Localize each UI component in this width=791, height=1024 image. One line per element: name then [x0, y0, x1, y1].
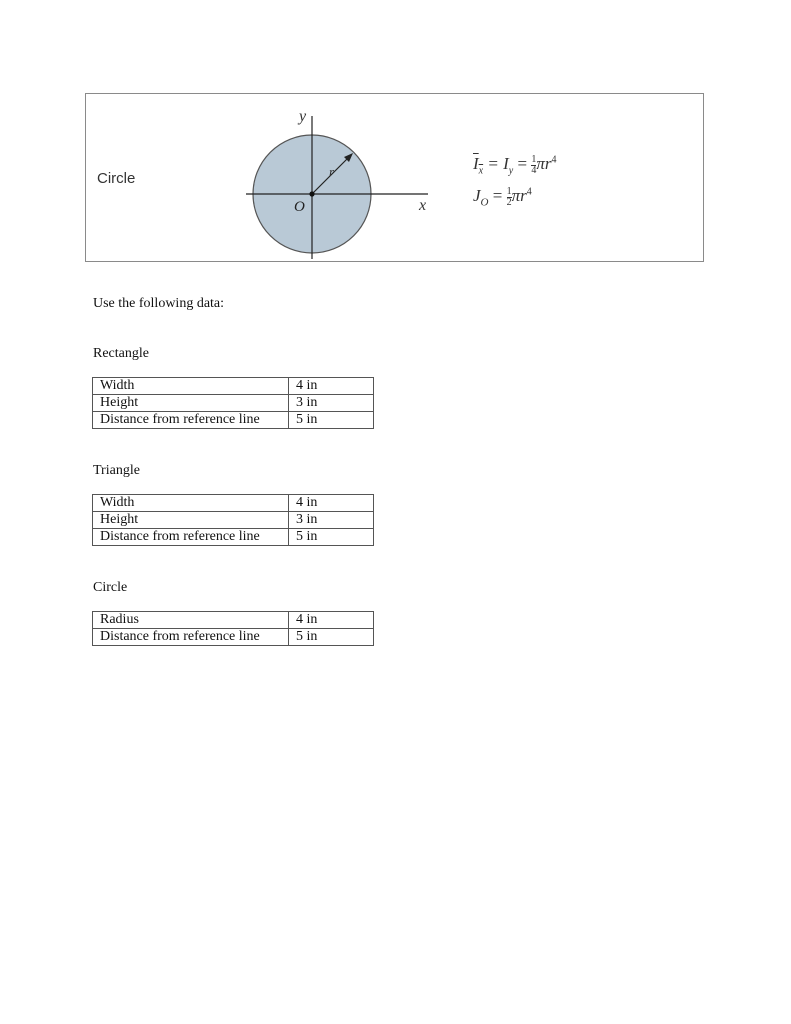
row-value: 5 in [289, 412, 374, 429]
y-axis-label: y [299, 108, 307, 125]
rectangle-title: Rectangle [93, 346, 149, 361]
moment-of-inertia-formula: $I_x = I_y$ = $\frac{1}{4}$ $\pi r^4$ [473, 153, 557, 177]
table-row [93, 529, 374, 546]
origin-dot [309, 191, 314, 196]
table-row [93, 395, 374, 412]
row-value: 5 in [289, 629, 374, 646]
rectangle-table [92, 377, 374, 429]
row-label: Height [93, 512, 289, 529]
polar-moment-formula: $J_O$ = $\frac{1}{2}$ $\pi r^4$ [473, 185, 532, 209]
x-axis-label: x [419, 197, 427, 214]
row-label: Distance from reference line [93, 529, 289, 546]
table-row [93, 495, 374, 512]
row-label: Height [93, 395, 289, 412]
row-label: Width [93, 378, 289, 395]
intro-text: Use the following data: [93, 296, 225, 311]
table-row [93, 612, 374, 629]
row-value: 5 in [289, 529, 374, 546]
row-label: Width [93, 495, 289, 512]
table-row [93, 629, 374, 646]
row-value: 3 in [289, 395, 374, 412]
row-value: 4 in [289, 378, 374, 395]
triangle-title: Triangle [93, 463, 140, 478]
table-row [93, 378, 374, 395]
circle-table [92, 611, 374, 646]
radius-label: r [329, 164, 335, 179]
circle-diagram [86, 94, 705, 263]
figure-shape-label: Circle [97, 170, 136, 187]
row-label: Radius [93, 612, 289, 629]
circle-title: Circle [93, 580, 128, 595]
table-row [93, 512, 374, 529]
triangle-table [92, 494, 374, 546]
ix-symbol: $I_x$ [473, 154, 484, 177]
row-value: 4 in [289, 612, 374, 629]
row-value: 4 in [289, 495, 374, 512]
circle-figure [85, 93, 704, 262]
row-label: Distance from reference line [93, 412, 289, 429]
row-label: Distance from reference line [93, 629, 289, 646]
row-value: 3 in [289, 512, 374, 529]
table-row [93, 412, 374, 429]
origin-label: O [294, 199, 305, 215]
